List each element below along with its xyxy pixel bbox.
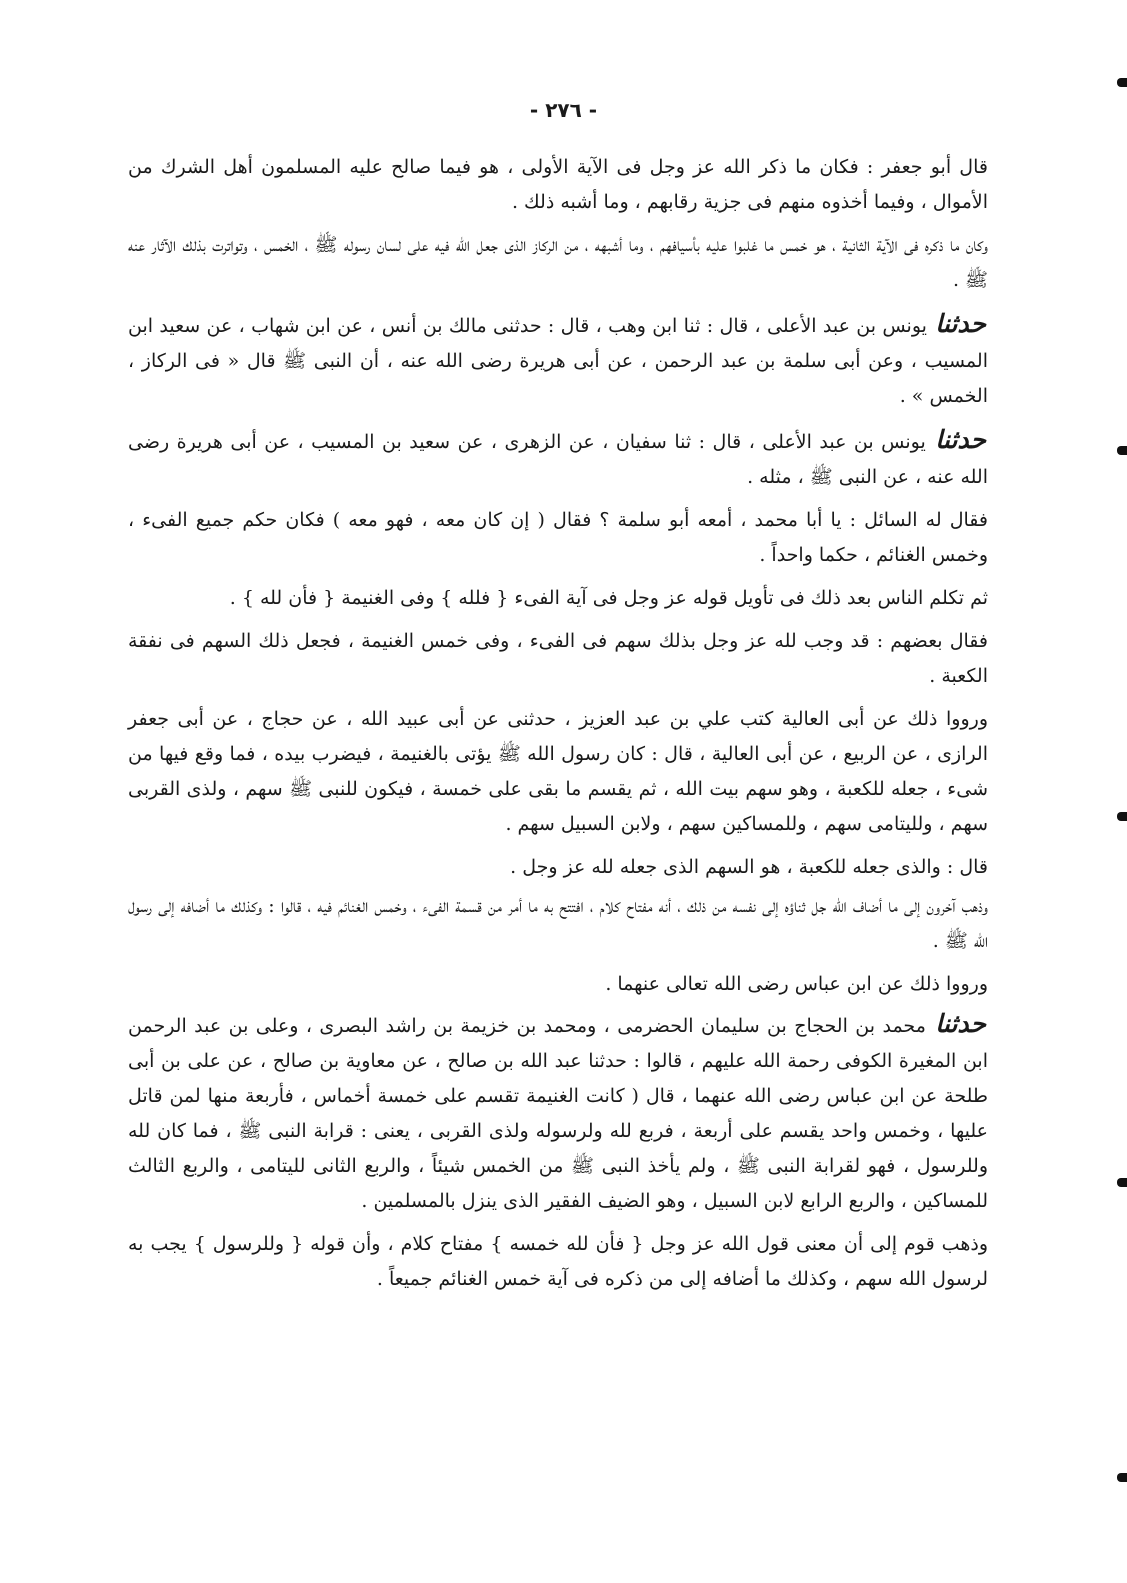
hadith-paragraph [128,306,988,414]
paragraph [128,967,988,1002]
paragraph-text: ورووا ذلك عن أبى العالية كتب علي بن عبد العزيز ، حدثنى عن أبى عبيد الله ، عن حجاج ، عن أبى جعفر الرازى ، عن الربيع ، عن أبى العالية ، قال : كان رسول الله ﷺ يؤتى بالغنيمة ، فيضرب بيده ، فما وقع فيها من شىء ، جعله للكعبة ، وهو سهم بيت الله ، ثم يقسم ما بقى على خمسة ، فيكون للنبى ﷺ سهم ، ولذى القربى سهم ، ولليتامى سهم ، وللمساكين سهم ، ولابن السبيل سهم . [128,708,988,835]
body-text [128,150,988,1305]
paragraph [128,228,988,298]
paragraph-text: ثم تكلم الناس بعد ذلك فى تأويل قوله عز وجل فى آية الفىء { فلله } وفى الغنيمة { فأن لله } . [229,587,988,609]
hadith-paragraph [128,1006,988,1219]
narration-label: حدثنا [935,309,986,338]
paragraph [128,503,988,573]
paragraph [128,702,988,842]
binding-mark [1117,78,1127,87]
narration-label: حدثنا [935,1009,986,1038]
paragraph-text: ورووا ذلك عن ابن عباس رضى الله تعالى عنهما . [605,973,988,995]
paragraph [128,581,988,616]
hadith-paragraph [128,422,988,495]
paragraph [128,1227,988,1297]
paragraph-text: قال أبو جعفر : فكان ما ذكر الله عز وجل فى الآية الأولى ، هو فيما صالح عليه المسلمون أهل الشرك من الأموال ، وفيما أخذوه منهم فى جزية رقابهم ، وما أشبه ذلك . [128,156,988,213]
paragraph-text: وذهب قوم إلى أن معنى قول الله عز وجل { فأن لله خمسه } مفتاح كلام ، وأن قوله { وللرسول } يجب به لرسول الله سهم ، وكذلك ما أضافه إلى من ذكره فى آية خمس الغنائم جميعاً . [128,1233,988,1290]
paragraph-text: قال : والذى جعله للكعبة ، هو السهم الذى جعله لله عز وجل . [510,856,988,878]
binding-mark [1117,1473,1127,1482]
page-number: - ٢٧٦ - [529,98,598,122]
paragraph-text: وكان ما ذكره فى الآية الثانية ، هو خمس ما غلبوا عليه بأسيافهم ، وما أشبهه ، من الركاز الذى جعل الله فيه على لسان رسوله ﷺ ، الخمس ، وتواترت بذلك الآثار عنه ﷺ . [128,234,988,291]
paragraph-text: وذهب آخرون إلى ما أضاف الله جل ثناؤه إلى نفسه من ذلك ، أنه مفتاح كلام ، افتتح به ما أمر من قسمة الفىء ، وخمس الغنائم فيه ، قالوا : وكذلك ما أضافه إلى رسول الله ﷺ . [128,895,988,952]
paragraph-text: فقال بعضهم : قد وجب لله عز وجل بذلك سهم فى الفىء ، وفى خمس الغنيمة ، فجعل ذلك السهم فى نفقة الكعبة . [128,630,988,687]
narration-label: حدثنا [935,425,986,454]
binding-mark [1117,446,1127,455]
binding-mark [1117,812,1127,821]
paragraph-text: محمد بن الحجاج بن سليمان الحضرمى ، ومحمد بن خزيمة بن راشد البصرى ، وعلى بن عبد الرحمن ابن المغيرة الكوفى رحمة الله عليهم ، قالوا : حدثنا عبد الله بن صالح ، عن معاوية بن صالح ، عن على بن أبى طلحة عن ابن عباس رضى الله عنهما ، قال ( كانت الغنيمة تقسم على خمسة أخماس ، فأربعة منها لمن قاتل عليها ، وخمس واحد يقسم على أربعة ، فربع لله ولرسوله ولذى القربى ، يعنى : قرابة النبى ﷺ ، فما كان لله وللرسول ، فهو لقرابة النبى ﷺ ، ولم يأخذ النبى ﷺ من الخمس شيئاً ، والربع الثانى لليتامى ، والربع الثالث للمساكين ، والربع الرابع لابن السبيل ، وهو الضيف الفقير الذى ينزل بالمسلمين . [128,1015,988,1212]
paragraph-text: فقال له السائل : يا أبا محمد ، أمعه أبو سلمة ؟ فقال ( إن كان معه ، فهو معه ) فكان حكم جميع الفىء ، وخمس الغنائم ، حكما واحداً . [128,509,988,566]
paragraph-text: يونس بن عبد الأعلى ، قال : ثنا ابن وهب ، قال : حدثنى مالك بن أنس ، عن ابن شهاب ، عن سعيد ابن المسيب ، وعن أبى سلمة بن عبد الرحمن ، عن أبى هريرة رضى الله عنه ، أن النبى ﷺ قال « فى الركاز ، الخمس » . [128,315,988,407]
paragraph [128,889,988,959]
paragraph [128,150,988,220]
binding-mark [1117,1178,1127,1187]
paragraph [128,624,988,694]
paragraph-text: يونس بن عبد الأعلى ، قال : ثنا سفيان ، عن الزهرى ، عن سعيد بن المسيب ، عن أبى هريرة رضى الله عنه ، عن النبى ﷺ ، مثله . [128,431,988,488]
paragraph [128,850,988,885]
